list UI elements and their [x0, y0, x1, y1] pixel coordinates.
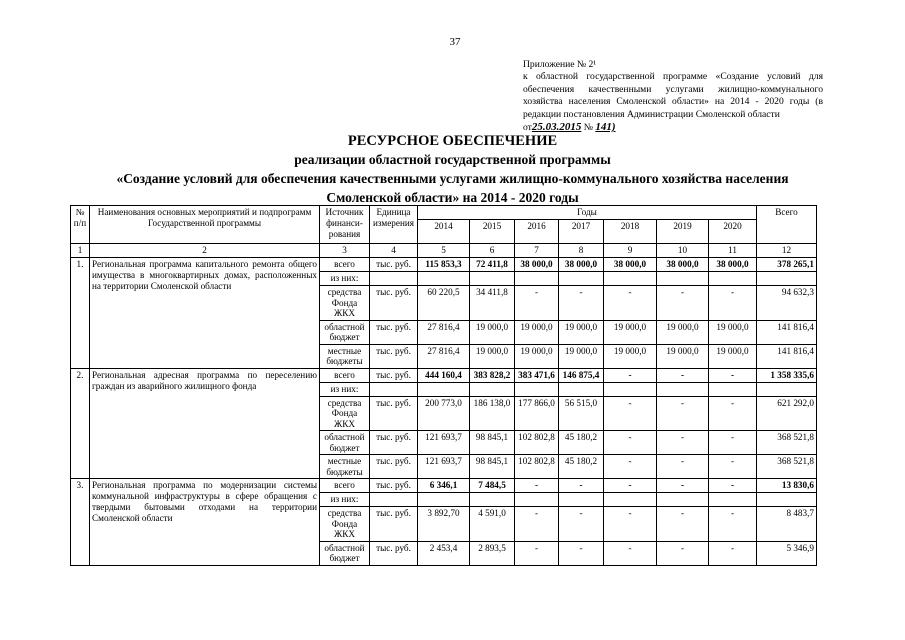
total-cell: 141 816,4 [757, 320, 817, 344]
header-year: 2016 [515, 220, 559, 244]
page-number: 37 [449, 36, 461, 48]
value-cell: - [604, 431, 657, 455]
source-cell: областной бюджет [320, 541, 370, 565]
unit-cell: тыс. руб. [370, 431, 418, 455]
value-cell: 34 411,8 [470, 286, 515, 321]
total-cell: 94 632,3 [757, 286, 817, 321]
value-cell: - [709, 396, 757, 431]
value-cell: 19 000,0 [604, 320, 657, 344]
value-cell: - [559, 286, 604, 321]
empty-cell [709, 493, 757, 507]
empty-cell [370, 272, 418, 286]
value-cell: 98 845,1 [470, 455, 515, 479]
of-which-label: из них: [320, 493, 370, 507]
value-cell: 444 160,4 [418, 368, 470, 382]
unit-cell: тыс. руб. [370, 344, 418, 368]
value-cell: 38 000,0 [709, 258, 757, 272]
header-year: 2019 [657, 220, 709, 244]
value-cell: 2 893,5 [470, 541, 515, 565]
empty-cell [515, 382, 559, 396]
program-number: 2. [71, 368, 90, 479]
appendix-title: Приложение № 2¹ [523, 59, 597, 70]
value-cell: - [657, 541, 709, 565]
value-cell: 383 471,6 [515, 368, 559, 382]
value-cell: 2 453,4 [418, 541, 470, 565]
value-cell: - [604, 368, 657, 382]
total-cell: 621 292,0 [757, 396, 817, 431]
value-cell: 19 000,0 [709, 320, 757, 344]
header-source: Источник финанси-рования [320, 206, 370, 244]
column-number: 2 [90, 244, 320, 258]
value-cell: 19 000,0 [709, 344, 757, 368]
value-cell: - [515, 507, 559, 542]
value-cell: - [657, 431, 709, 455]
column-number: 8 [559, 244, 604, 258]
empty-cell [604, 382, 657, 396]
column-number: 6 [470, 244, 515, 258]
value-cell: - [559, 541, 604, 565]
source-cell: всего [320, 479, 370, 493]
total-cell: 1 358 335,6 [757, 368, 817, 382]
value-cell: 19 000,0 [604, 344, 657, 368]
column-number: 3 [320, 244, 370, 258]
column-number: 11 [709, 244, 757, 258]
program-number: 3. [71, 479, 90, 566]
header-years-group: Годы [418, 206, 757, 220]
unit-cell: тыс. руб. [370, 258, 418, 272]
value-cell: - [559, 479, 604, 493]
empty-cell [418, 272, 470, 286]
value-cell: 98 845,1 [470, 431, 515, 455]
appendix-num-sign: № [583, 122, 593, 134]
column-number: 7 [515, 244, 559, 258]
value-cell: - [515, 541, 559, 565]
total-cell: 8 483,7 [757, 507, 817, 542]
source-cell: средства Фонда ЖКХ [320, 286, 370, 321]
value-cell: 38 000,0 [515, 258, 559, 272]
value-cell: 19 000,0 [657, 320, 709, 344]
unit-cell: тыс. руб. [370, 368, 418, 382]
value-cell: 38 000,0 [657, 258, 709, 272]
value-cell: - [604, 396, 657, 431]
program-name: Региональная программа по модернизации системы коммунальной инфраструктуры в сфере обращения с твердыми бытовыми отходами на территории Смоленской области [90, 479, 320, 566]
total-cell: 5 346,9 [757, 541, 817, 565]
program-name: Региональная адресная программа по переселению граждан из аварийного жилищного фонда [90, 368, 320, 479]
value-cell: 27 816,4 [418, 344, 470, 368]
value-cell: 19 000,0 [515, 344, 559, 368]
column-number: 5 [418, 244, 470, 258]
header-year: 2017 [559, 220, 604, 244]
source-cell: местные бюджеты [320, 344, 370, 368]
column-number: 12 [757, 244, 817, 258]
value-cell: - [709, 541, 757, 565]
value-cell: 60 220,5 [418, 286, 470, 321]
empty-cell [370, 382, 418, 396]
value-cell: 3 892,70 [418, 507, 470, 542]
column-number: 1 [71, 244, 90, 258]
value-cell: 45 180,2 [559, 431, 604, 455]
value-cell: - [604, 507, 657, 542]
appendix-date: 25.03.2015 [531, 121, 582, 134]
appendix-number: 141) [595, 121, 616, 134]
empty-cell [757, 272, 817, 286]
value-cell: 177 866,0 [515, 396, 559, 431]
empty-cell [757, 493, 817, 507]
value-cell: 19 000,0 [470, 320, 515, 344]
value-cell: 186 138,0 [470, 396, 515, 431]
title-line-4: Смоленской области» на 2014 - 2020 годы [326, 190, 579, 205]
title-line-2: реализации областной государственной программы [294, 152, 611, 167]
empty-cell [757, 382, 817, 396]
empty-cell [370, 493, 418, 507]
value-cell: - [559, 507, 604, 542]
value-cell: - [709, 479, 757, 493]
empty-cell [418, 382, 470, 396]
source-cell: областной бюджет [320, 431, 370, 455]
value-cell: - [657, 507, 709, 542]
program-total-row [71, 258, 817, 272]
value-cell: - [515, 286, 559, 321]
header-year: 2018 [604, 220, 657, 244]
unit-cell: тыс. руб. [370, 320, 418, 344]
empty-cell [515, 493, 559, 507]
program-total-row [71, 479, 817, 493]
empty-cell [709, 272, 757, 286]
total-cell: 141 816,4 [757, 344, 817, 368]
value-cell: - [709, 507, 757, 542]
header-unit: Единица измерения [370, 206, 418, 244]
value-cell: - [657, 455, 709, 479]
value-cell: 146 875,4 [559, 368, 604, 382]
value-cell: 38 000,0 [559, 258, 604, 272]
total-cell: 13 830,6 [757, 479, 817, 493]
appendix-text: к областной государственной программе «Создание условий для обеспечения качественными услугами жилищно-коммунального хозяйства населения Смоленской области» на 2014 - 2020 годы (в редакции постановления Администрации Смоленской области [523, 71, 823, 120]
unit-cell: тыс. руб. [370, 479, 418, 493]
column-number: 10 [657, 244, 709, 258]
value-cell: 4 591,0 [470, 507, 515, 542]
header-num: № п/п [71, 206, 90, 244]
value-cell: 27 816,4 [418, 320, 470, 344]
source-cell: средства Фонда ЖКХ [320, 507, 370, 542]
value-cell: 19 000,0 [559, 344, 604, 368]
appendix-from: от [523, 122, 532, 134]
value-cell: 102 802,8 [515, 431, 559, 455]
resource-table [70, 205, 817, 566]
value-cell: - [709, 286, 757, 321]
total-cell: 378 265,1 [757, 258, 817, 272]
of-which-label: из них: [320, 272, 370, 286]
column-number: 9 [604, 244, 657, 258]
value-cell: - [709, 455, 757, 479]
value-cell: - [657, 368, 709, 382]
program-total-row [71, 368, 817, 382]
value-cell: 19 000,0 [470, 344, 515, 368]
total-cell: 368 521,8 [757, 455, 817, 479]
unit-cell: тыс. руб. [370, 455, 418, 479]
empty-cell [559, 272, 604, 286]
source-cell: областной бюджет [320, 320, 370, 344]
source-cell: всего [320, 258, 370, 272]
unit-cell: тыс. руб. [370, 396, 418, 431]
unit-cell: тыс. руб. [370, 507, 418, 542]
source-cell: средства Фонда ЖКХ [320, 396, 370, 431]
value-cell: 115 853,3 [418, 258, 470, 272]
column-number-row [71, 244, 817, 258]
value-cell: - [657, 286, 709, 321]
value-cell: - [657, 396, 709, 431]
column-number: 4 [370, 244, 418, 258]
value-cell: 6 346,1 [418, 479, 470, 493]
value-cell: 383 828,2 [470, 368, 515, 382]
document-title [80, 132, 825, 207]
empty-cell [559, 493, 604, 507]
empty-cell [470, 382, 515, 396]
value-cell: - [604, 455, 657, 479]
header-year: 2020 [709, 220, 757, 244]
value-cell: - [709, 431, 757, 455]
value-cell: - [657, 479, 709, 493]
source-cell: всего [320, 368, 370, 382]
total-cell: 368 521,8 [757, 431, 817, 455]
value-cell: 19 000,0 [559, 320, 604, 344]
of-which-label: из них: [320, 382, 370, 396]
empty-cell [604, 272, 657, 286]
empty-cell [515, 272, 559, 286]
title-line-1: РЕСУРСНОЕ ОБЕСПЕЧЕНИЕ [347, 133, 558, 149]
value-cell: 72 411,8 [470, 258, 515, 272]
value-cell: 38 000,0 [604, 258, 657, 272]
program-number: 1. [71, 258, 90, 369]
empty-cell [604, 493, 657, 507]
empty-cell [657, 382, 709, 396]
value-cell: 200 773,0 [418, 396, 470, 431]
value-cell: 56 515,0 [559, 396, 604, 431]
title-line-3: «Создание условий для обеспечения качественными услугами жилищно-коммунального хозяйства населения [116, 171, 789, 186]
value-cell: 19 000,0 [515, 320, 559, 344]
value-cell: 121 693,7 [418, 431, 470, 455]
header-year: 2015 [470, 220, 515, 244]
header-total: Всего [757, 206, 817, 244]
unit-cell: тыс. руб. [370, 286, 418, 321]
header-year: 2014 [418, 220, 470, 244]
empty-cell [709, 382, 757, 396]
unit-cell: тыс. руб. [370, 541, 418, 565]
value-cell: - [604, 286, 657, 321]
value-cell: - [515, 479, 559, 493]
value-cell: 7 484,5 [470, 479, 515, 493]
program-name: Региональная программа капитального ремонта общего имущества в многоквартирных домах, расположенных на территории Смоленской области [90, 258, 320, 369]
value-cell: - [604, 479, 657, 493]
empty-cell [657, 272, 709, 286]
empty-cell [657, 493, 709, 507]
value-cell: 19 000,0 [657, 344, 709, 368]
value-cell: - [709, 368, 757, 382]
value-cell: 121 693,7 [418, 455, 470, 479]
source-cell: местные бюджеты [320, 455, 370, 479]
empty-cell [470, 493, 515, 507]
value-cell: 102 802,8 [515, 455, 559, 479]
header-name: Наименования основных мероприятий и подпрограмм Государственной программы [90, 206, 320, 244]
empty-cell [470, 272, 515, 286]
appendix-block [523, 59, 823, 134]
value-cell: 45 180,2 [559, 455, 604, 479]
empty-cell [559, 382, 604, 396]
empty-cell [418, 493, 470, 507]
value-cell: - [604, 541, 657, 565]
